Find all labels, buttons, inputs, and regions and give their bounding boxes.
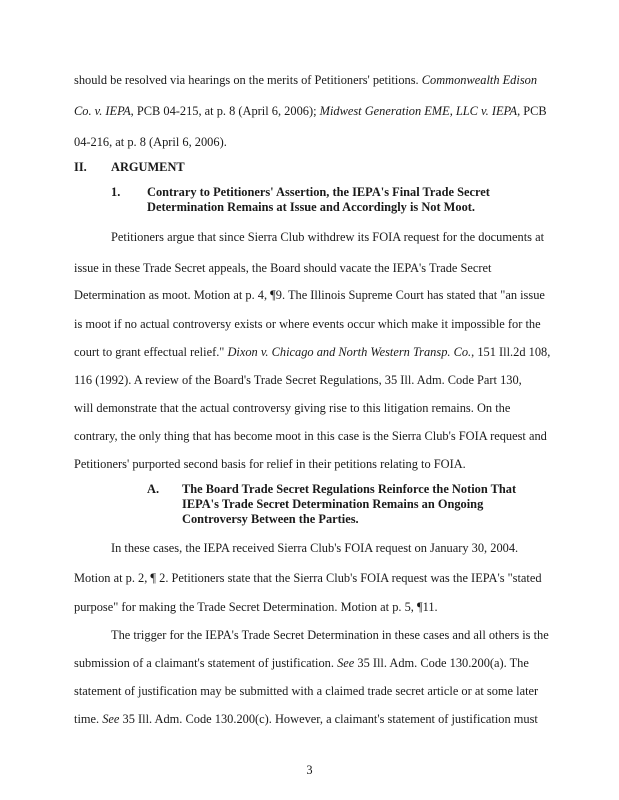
text-line: will demonstrate that the actual controversy giving rise to this litigation remains. On the (74, 401, 511, 415)
text-line: In these cases, the IEPA received Sierra Club's FOIA request on January 30, 2004. (111, 541, 519, 555)
text-line: contrary, the only thing that has become moot in this case is the Sierra Club's FOIA request and (74, 429, 547, 443)
section-number: II. (74, 160, 87, 174)
subheading-number: 1. (111, 185, 121, 199)
text-line: is moot if no actual controversy exists or where events occur which make it impossible for the (74, 317, 541, 331)
subheading-line: IEPA's Trade Secret Determination Remains an Ongoing (182, 497, 484, 511)
text-line: statement of justification may be submitted with a claimed trade secret article or at some later (74, 684, 539, 698)
subheading-line: The Board Trade Secret Regulations Reinforce the Notion That (182, 482, 517, 496)
subheading-line: Controversy Between the Parties. (182, 512, 359, 526)
text-line: should be resolved via hearings on the merits of Petitioners' petitions. Commonwealth Edison (74, 73, 538, 87)
text-line: Co. v. IEPA, PCB 04-215, at p. 8 (April 6, 2006); Midwest Generation EME, LLC v. IEPA, PCB (74, 104, 547, 118)
text-line: submission of a claimant's statement of justification. See 35 Ill. Adm. Code 130.200(a). The (74, 656, 529, 670)
text-line: Determination as moot. Motion at p. 4, ¶9. The Illinois Supreme Court has stated that "an issue (74, 288, 545, 302)
page-number: 3 (306, 763, 313, 777)
text-line: purpose" for making the Trade Secret Determination. Motion at p. 5, ¶11. (74, 600, 438, 614)
text-line: time. See 35 Ill. Adm. Code 130.200(c). However, a claimant's statement of justification must (74, 712, 538, 726)
subheading-line: Contrary to Petitioners' Assertion, the IEPA's Final Trade Secret (147, 185, 490, 199)
text-line: court to grant effectual relief." Dixon v. Chicago and North Western Transp. Co., 151 Ill.2d 108, (74, 345, 551, 359)
text-line: issue in these Trade Secret appeals, the Board should vacate the IEPA's Trade Secret (74, 261, 492, 275)
subheading-number: A. (147, 482, 160, 496)
section-title: ARGUMENT (111, 160, 185, 174)
text-line: 04-216, at p. 8 (April 6, 2006). (74, 135, 227, 149)
text-line: The trigger for the IEPA's Trade Secret Determination in these cases and all others is the (111, 628, 549, 642)
text-line: 116 (1992). A review of the Board's Trade Secret Regulations, 35 Ill. Adm. Code Part 130, (74, 373, 522, 387)
text-line: Motion at p. 2, ¶ 2. Petitioners state that the Sierra Club's FOIA request was the IEPA's "stated (74, 571, 542, 585)
text-line: Petitioners' purported second basis for relief in their petitions relating to FOIA. (74, 457, 466, 471)
subheading-line: Determination Remains at Issue and Accordingly is Not Moot. (147, 200, 475, 214)
text-line: Petitioners argue that since Sierra Club withdrew its FOIA request for the documents at (111, 230, 545, 244)
